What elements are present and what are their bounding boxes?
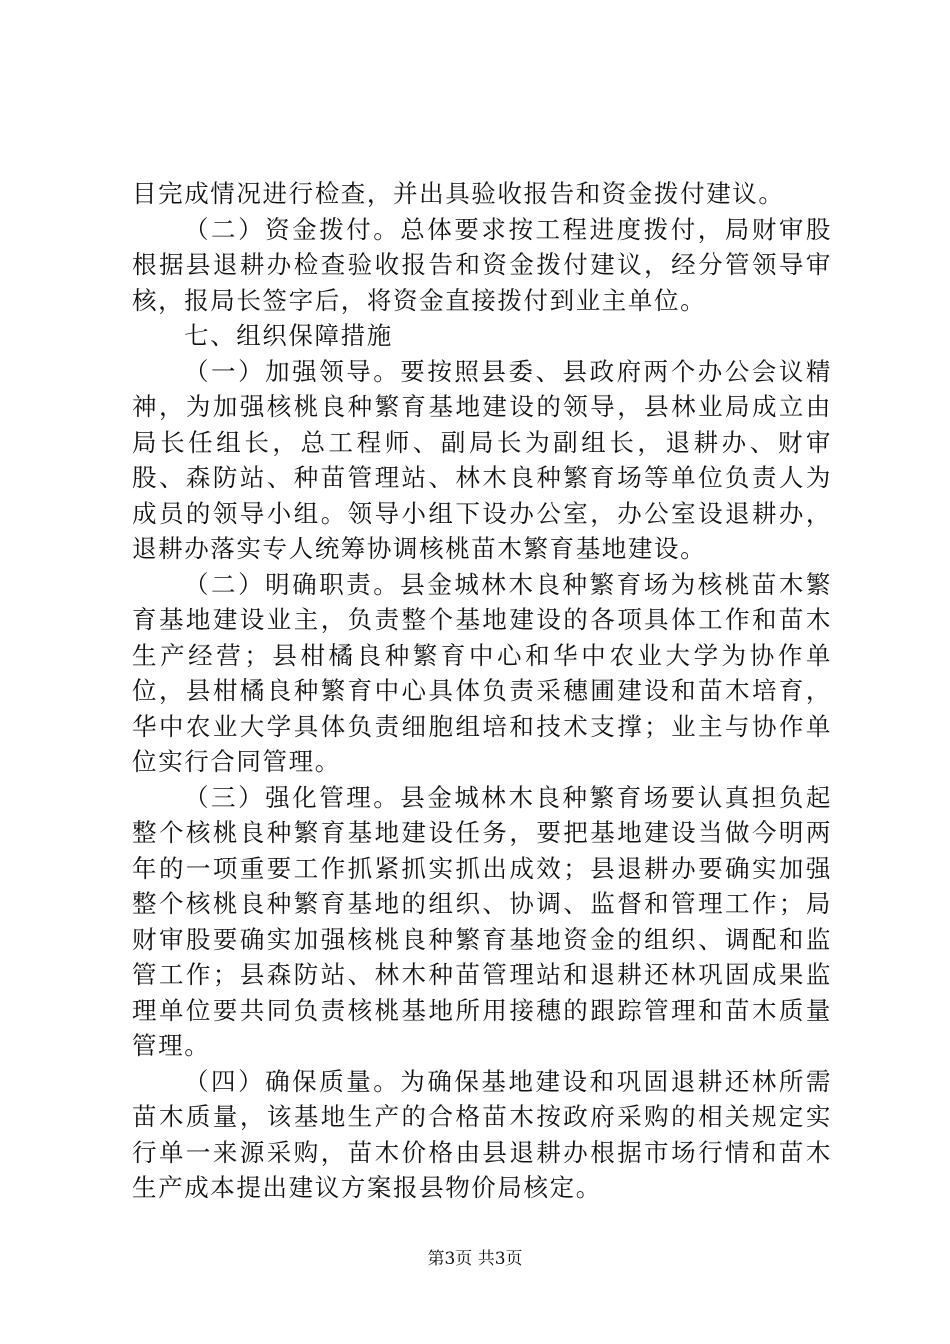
paragraph-ensure-quality: （四）确保质量。为确保基地建设和巩固退耕还林所需苗木质量，该基地生产的合格苗木按政府采购的相关规定实行单一来源采购，苗木价格由县退耕办根据市场行情和苗木生产成本提出建议方案报县物价局核定。: [132, 1066, 832, 1202]
paragraph-fund-disbursement: （二）资金拨付。总体要求按工程进度拨付，局财审股根据县退耕办检查验收报告和资金拨付建议，经分管领导审核，报局长签字后，将资金直接拨付到业主单位。: [132, 214, 832, 315]
paragraph-continuation: 目完成情况进行检查，并出具验收报告和资金拨付建议。: [132, 179, 785, 208]
paragraph-strengthen-management: （三）强化管理。县金城林木良种繁育场要认真担负起整个核桃良种繁育基地建设任务，要把基地建设当做今明两年的一项重要工作抓紧抓实抓出成效；县退耕办要确实加强整个核桃良种繁育基地的组织、协调、监督和管理工作；局财审股要确实加强核桃良种繁育基地资金的组织、调配和监管工作；县森防站、林木种苗管理站和退耕还林巩固成果监理单位要共同负责核桃基地所用接穗的跟踪管理和苗木质量管理。: [132, 782, 832, 1060]
page-footer: 第3页 共3页: [427, 1249, 523, 1269]
paragraph-clarify-responsibilities: （二）明确职责。县金城林木良种繁育场为核桃苗木繁育基地建设业主，负责整个基地建设的各项具体工作和苗木生产经营；县柑橘良种繁育中心和华中农业大学为协作单位，县柑橘良种繁育中心具体负责采穗圃建设和苗木培育，华中农业大学具体负责细胞组培和技术支撑；业主与协作单位实行合同管理。: [132, 569, 832, 776]
section-heading-organizational-measures: 七、组织保障措施: [184, 321, 393, 350]
document-body: [132, 176, 832, 1206]
paragraph-strengthen-leadership: （一）加强领导。要按照县委、县政府两个办公会议精神，为加强核桃良种繁育基地建设的领导，县林业局成立由局长任组长，总工程师、副局长为副组长，退耕办、财审股、森防站、种苗管理站、林木良种繁育场等单位负责人为成员的领导小组。领导小组下设办公室，办公室设退耕办，退耕办落实专人统筹协调核桃苗木繁育基地建设。: [132, 356, 832, 563]
